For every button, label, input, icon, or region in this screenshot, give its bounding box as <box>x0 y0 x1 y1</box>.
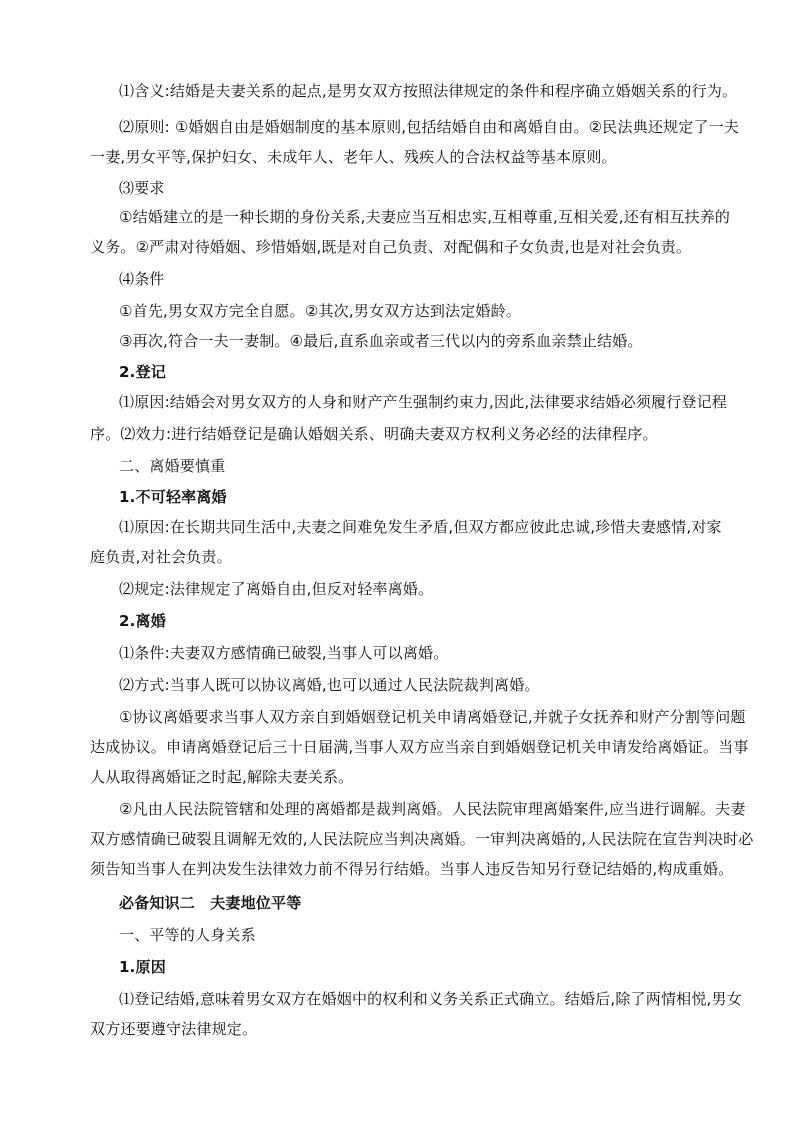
paragraph-line: ⑷条件 <box>119 270 165 288</box>
paragraph-line: ⑵方式:当事人既可以协议离婚,也可以通过人民法院裁判离婚。 <box>119 676 540 694</box>
paragraph-line: ①协议离婚要求当事人双方亲自到婚姻登记机关申请离婚登记,并就子女抚养和财产分割等问题 <box>119 708 746 726</box>
paragraph-line: ①结婚建立的是一种长期的身份关系,夫妻应当互相忠实,互相尊重,互相关爱,还有相互扶养的 <box>119 208 731 226</box>
paragraph-line: ⑵规定:法律规定了离婚自由,但反对轻率离婚。 <box>119 580 434 598</box>
paragraph-line: 庭负责,对社会负责。 <box>90 548 232 566</box>
paragraph-line: 须告知当事人在判决发生法律效力前不得另行结婚。当事人违反告知另行登记结婚的,构成重婚。 <box>90 860 734 878</box>
section-heading: 二、离婚要慎重 <box>119 457 226 475</box>
section-heading: 1.不可轻率离婚 <box>119 488 227 506</box>
paragraph-line: ⑵原则: ①婚姻自由是婚姻制度的基本原则,包括结婚自由和离婚自由。②民法典还规定了一夫 <box>119 118 740 136</box>
paragraph-line: ⑴条件:夫妻双方感情确已破裂,当事人可以离婚。 <box>119 644 449 662</box>
paragraph-line: 双方还要遵守法律规定。 <box>90 1020 258 1038</box>
paragraph-line: ⑶要求 <box>119 179 165 197</box>
paragraph-line: ③再次,符合一夫一妻制。④最后,直系血亲或者三代以内的旁系血亲禁止结婚。 <box>119 332 643 350</box>
section-heading: 2.登记 <box>119 363 166 381</box>
paragraph-line: 序。⑵效力:进行结婚登记是确认婚姻关系、明确夫妻双方权利义务必经的法律程序。 <box>90 425 658 443</box>
section-heading: 1.原因 <box>119 958 166 976</box>
paragraph-line: ⑴登记结婚,意味着男女双方在婚姻中的权利和义务关系正式确立。结婚后,除了两情相悦,男女 <box>119 990 742 1008</box>
paragraph-line: ①首先,男女双方完全自愿。②其次,男女双方达到法定婚龄。 <box>119 302 522 320</box>
paragraph-line: 达成协议。申请离婚登记后三十日届满,当事人双方应当亲自到婚姻登记机关申请发给离婚证。当事 <box>90 738 749 756</box>
paragraph-line: ⑴原因:结婚会对男女双方的人身和财产产生强制约束力,因此,法律要求结婚必须履行登记程 <box>119 393 727 411</box>
paragraph-line: 人从取得离婚证之时起,解除夫妻关系。 <box>90 768 354 786</box>
paragraph-line: 义务。②严肃对待婚姻、珍惜婚姻,既是对自己负责、对配偶和子女负责,也是对社会负责。 <box>90 238 692 256</box>
section-heading: 必备知识二 夫妻地位平等 <box>119 894 302 912</box>
section-heading: 2.离婚 <box>119 612 166 630</box>
paragraph-line: ⑴原因:在长期共同生活中,夫妻之间难免发生矛盾,但双方都应彼此忠诚,珍惜夫妻感情,对家 <box>119 518 722 536</box>
paragraph-line: 一妻,男女平等,保护妇女、未成年人、老年人、残疾人的合法权益等基本原则。 <box>90 148 617 166</box>
paragraph-line: 双方感情确已破裂且调解无效的,人民法院应当判决离婚。一审判决离婚的,人民法院在宣告判决时必 <box>90 830 754 848</box>
paragraph-line: ⑴含义:结婚是夫妻关系的起点,是男女双方按照法律规定的条件和程序确立婚姻关系的行为。 <box>119 82 738 100</box>
paragraph-line: ②凡由人民法院管辖和处理的离婚都是裁判离婚。人民法院审理离婚案件,应当进行调解。夫妻 <box>119 800 746 818</box>
section-heading: 一、平等的人身关系 <box>119 926 256 944</box>
